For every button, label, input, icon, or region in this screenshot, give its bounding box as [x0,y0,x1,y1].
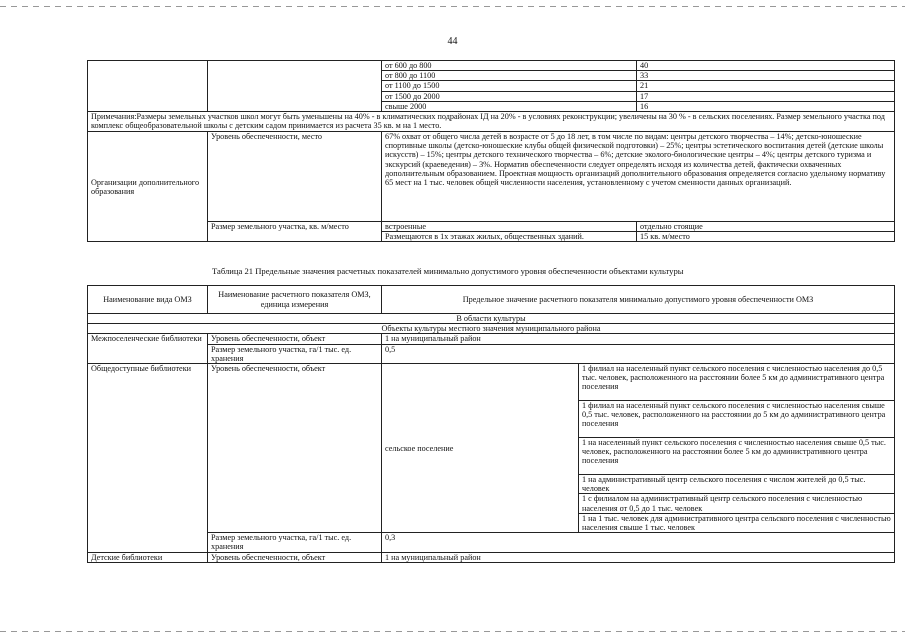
inter-area-label: Размер земельного участка, га/1 тыс. ед. хранения [208,344,382,363]
school-range: от 800 до 1100 [382,71,637,81]
child-level-label: Уровень обеспеченности, объект [208,552,382,562]
child-library-name: Детские библиотеки [88,552,208,562]
empty-cell [208,61,382,112]
subsection-local-objects: Объекты культуры местного значения муниципального района [88,324,895,334]
inter-area-value: 0,5 [382,344,895,363]
education-table-continuation [87,60,895,242]
header-omz-type: Наименование вида ОМЗ [88,286,208,314]
dop-builtin-text: Размещаются в 1х этажах жилых, общественных зданий. [385,232,584,242]
dop-builtin-cell [382,222,637,242]
school-value: 40 [637,61,895,71]
inter-level-label: Уровень обеспеченности, объект [208,334,382,344]
inter-level-value: 1 на муниципальный район [382,334,895,344]
school-range: от 1100 до 1500 [382,81,637,91]
dop-builtin: встроенные [382,222,636,232]
inter-library-name: Межпоселенческие библиотеки [88,334,208,364]
school-range: от 600 до 800 [382,61,637,71]
public-value: 1 филиал на населенный пункт сельского поселения с численностью населения свыше 0,5 тыс. человек, расположенного на расстоянии до 5 км до административного центра поселения [579,401,895,438]
school-value: 17 [637,91,895,101]
dop-separate-cell [637,222,895,242]
culture-table [87,285,895,563]
public-library-name: Общедоступные библиотеки [88,364,208,553]
school-value: 16 [637,101,895,111]
scan-artifact-bottom [0,631,905,632]
school-value: 33 [637,71,895,81]
school-range: от 1500 до 2000 [382,91,637,101]
schools-note: Примечания:Размеры земельных участков школ могут быть уменьшены на 40% - в климатических подрайонах IД на 20% - в условиях реконструкции; увеличены на 30 % - в сельских поселениях. Размер земельного участка под комплекс общеобразовательной школы с детским садом принимается из расчета 35 кв. м на 1 место. [88,112,895,132]
public-value: 1 на 1 тыс. человек для административного центра сельского поселения с численностью населения свыше 1 тыс. человек [579,513,895,532]
scan-artifact-top [0,6,905,7]
header-limit-value: Предельное значение расчетного показателя минимально допустимого уровня обеспеченности ОМЗ [382,286,895,314]
school-value: 21 [637,81,895,91]
header-indicator: Наименование расчетного показателя ОМЗ, единица измерения [208,286,382,314]
public-settlement: сельское поселение [382,364,579,533]
public-value: 1 с филиалом на административный центр сельского поселения с численностью населения от 0,5 до 1 тыс. человек [579,494,895,513]
school-range: свыше 2000 [382,101,637,111]
dop-separate: отдельно стоящие [637,222,894,232]
public-area-label: Размер земельного участка, га/1 тыс. ед. хранения [208,533,382,552]
dop-area-label: Размер земельного участка, кв. м/место [208,222,382,242]
dop-level-text: 67% охват от общего числа детей в возрасте от 5 до 18 лет, в том числе по видам: центры детского творчества – 14%; детско-юношеские спортивные школы (детско-юношеские клубы общей физической подготовки) – 25%; центры эстетического воспитания детей (детские школы искусств) – 15%; центры детского технического творчества – 6%; детские эколого-биологические центры – 4%; центры детского туризма и экскурсий (краеведения) – 3%. Норматив обеспеченности следует определять исходя из количества детей, фактически охваченных дополнительным образованием. Проектная мощность организаций дополнительного образования определяется согласно удельному нормативу 65 мест на 1 тыс. человек общей численности населения, установленному с учетом сменности данных организаций. [382,132,895,222]
child-level-value: 1 на муниципальный район [382,552,895,562]
page-number: 44 [447,36,458,47]
table-caption: Таблица 21 Предельные значения расчетных показателей минимально допустимого уровня обеспеченности объектами культуры [212,266,684,276]
public-level-label: Уровень обеспеченности, объект [208,364,382,533]
section-culture: В области культуры [88,314,895,324]
public-value: 1 на административный центр сельского поселения с числом жителей до 0,5 тыс. человек [579,475,895,494]
public-value: 1 филиал на населенный пункт сельского поселения с численностью населения до 0,5 тыс. человек, расположенного на расстоянии более 5 км до административного центра поселения [579,364,895,401]
dop-level-label: Уровень обеспеченности, место [208,132,382,222]
empty-cell [88,61,208,112]
dop-education-type: Организации дополнительного образования [88,132,208,242]
dop-separate-text: 15 кв. м/место [640,232,690,242]
public-value: 1 на населенный пункт сельского поселения с численностью населения свыше 0,5 тыс. человек, расположенного на расстоянии более 5 км до административного центра поселения [579,438,895,475]
public-area-value: 0,3 [382,533,895,552]
